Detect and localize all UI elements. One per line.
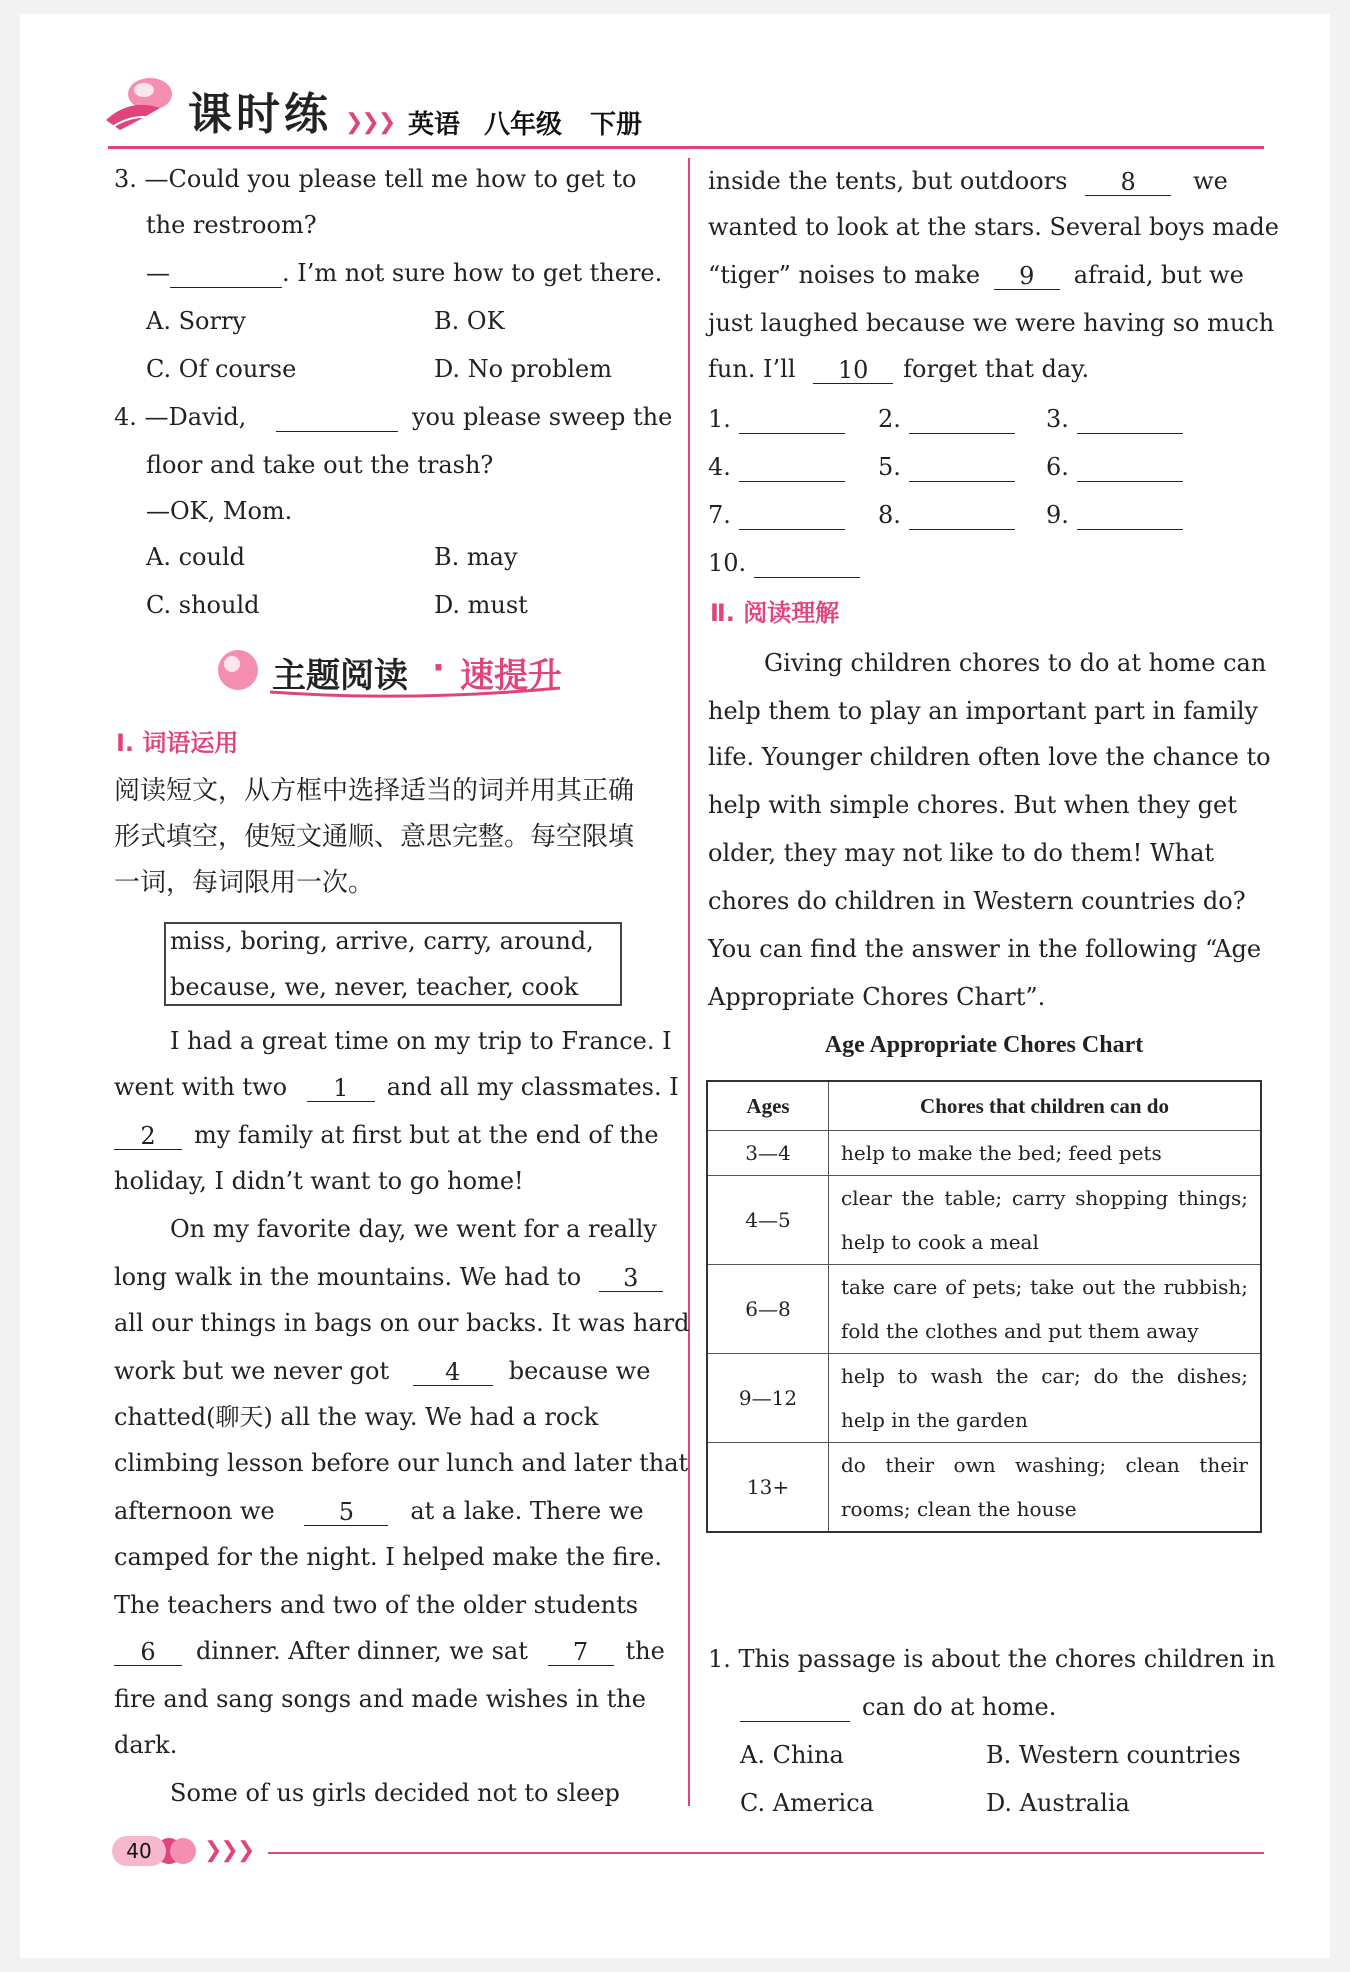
table-header-chores: Chores that children can do (829, 1081, 1262, 1131)
passage-line: wanted to look at the stars. Several boys made (708, 213, 1279, 241)
q4-line3: —OK, Mom. (146, 497, 293, 525)
passage-line: inside the tents, but outdoors 8 we (708, 167, 1228, 196)
table-row (707, 1176, 1261, 1265)
passage-line: The teachers and two of the older students (114, 1591, 639, 1619)
reading-line: older, they may not like to do them! What (708, 839, 1215, 867)
q3-option-c: C. Of course (146, 355, 297, 383)
answer-blank-5[interactable]: 5. (878, 452, 1015, 482)
passage-line: 2 my family at first but at the end of the (114, 1120, 659, 1150)
q4-option-c: C. should (146, 591, 260, 619)
q3-line1: 3. —Could you please tell me how to get to (114, 165, 637, 193)
q1-option-a: A. China (740, 1741, 844, 1769)
passage-line: 6 dinner. After dinner, we sat 7 the (114, 1636, 665, 1666)
q4-option-b: B. may (434, 543, 518, 571)
table-cell-chores: clear the table; carry shopping things; help to cook a meal (829, 1176, 1262, 1265)
banner-title: 主题阅读 (272, 656, 408, 696)
passage-line: afternoon we 5 at a lake. There we (114, 1497, 644, 1526)
q4-line1: 4. —David, you please sweep the (114, 403, 673, 431)
chores-table (706, 1080, 1262, 1533)
grade-label: 八年级 (484, 110, 563, 140)
table-cell-age: 13+ (707, 1443, 829, 1533)
page-number: 40 (112, 1836, 166, 1866)
reading-line: help with simple chores. But when they get (708, 791, 1237, 819)
footer-rule (268, 1852, 1264, 1854)
passage-line: holiday, I didn’t want to go home! (114, 1167, 524, 1195)
passage-line: just laughed because we were having so much (708, 309, 1275, 337)
passage-line: camped for the night. I helped make the fire. (114, 1543, 662, 1571)
passage-line: fire and sang songs and made wishes in the (114, 1685, 646, 1713)
passage-line: I had a great time on my trip to France. I (170, 1027, 672, 1055)
passage-line: “tiger” noises to make 9 afraid, but we (708, 261, 1244, 290)
subject-label: 英语 (408, 110, 461, 140)
table-cell-age: 6—8 (707, 1265, 829, 1354)
q1-line2: can do at home. (740, 1692, 1056, 1722)
q3-line3: — . I’m not sure how to get there. (146, 259, 663, 287)
banner-dot: · (432, 648, 445, 688)
brand-title: 课时练 (188, 89, 332, 140)
answer-blank-9[interactable]: 9. (1046, 500, 1183, 530)
q1-option-d: D. Australia (986, 1789, 1130, 1817)
table-header-row (707, 1081, 1261, 1131)
q1-line1: 1. This passage is about the chores children in (708, 1645, 1276, 1673)
answer-blank-10[interactable]: 10. (708, 548, 860, 578)
reading-line: You can find the answer in the following “Age (708, 935, 1262, 963)
arrows-icon: ❯❯❯ (345, 110, 395, 135)
q4-option-a: A. could (146, 543, 245, 571)
instruction-line3: 一词，每词限用一次。 (114, 868, 375, 898)
table-row (707, 1354, 1261, 1443)
table-cell-chores: help to wash the car; do the dishes; help in the garden (829, 1354, 1262, 1443)
answer-blank-3[interactable]: 3. (1046, 404, 1183, 434)
passage-line: dark. (114, 1731, 178, 1759)
reading-line: Appropriate Chores Chart”. (708, 983, 1046, 1011)
q1-option-b: B. Western countries (986, 1741, 1241, 1769)
q3-option-d: D. No problem (434, 355, 613, 383)
q4-option-d: D. must (434, 591, 528, 619)
table-row (707, 1443, 1261, 1533)
volume-label: 下册 (590, 110, 643, 140)
passage-line: On my favorite day, we went for a really (170, 1215, 657, 1243)
table-cell-chores: help to make the bed; feed pets (829, 1131, 1262, 1176)
passage-line: chatted(聊天) all the way. We had a rock (114, 1403, 599, 1431)
word-box-line2: because, we, never, teacher, cook (170, 973, 579, 1001)
word-box-line1: miss, boring, arrive, carry, around, (170, 927, 594, 955)
answer-blank-4[interactable]: 4. (708, 452, 845, 482)
column-divider (688, 158, 690, 1806)
q3-line2: the restroom? (146, 211, 317, 239)
answer-blank-7[interactable]: 7. (708, 500, 845, 530)
table-cell-chores: do their own washing; clean their rooms; clean the house (829, 1443, 1262, 1533)
page-bubble-icon (170, 1838, 196, 1864)
passage-line: long walk in the mountains. We had to 3 (114, 1262, 663, 1292)
answer-blank-8[interactable]: 8. (878, 500, 1015, 530)
q3-option-a: A. Sorry (146, 307, 246, 335)
section-2-title: Ⅱ. 阅读理解 (710, 599, 840, 627)
passage-line: work but we never got 4 because we (114, 1357, 651, 1386)
table-cell-age: 4—5 (707, 1176, 829, 1265)
passage-line: climbing lesson before our lunch and later that (114, 1449, 689, 1477)
passage-line: fun. I’ll 10 forget that day. (708, 355, 1090, 384)
header-rule (108, 146, 1264, 149)
arrows-icon: ❯❯❯ (204, 1838, 254, 1863)
q3-option-b: B. OK (434, 307, 505, 335)
banner-subtitle: 速提升 (460, 656, 562, 696)
answer-blank-2[interactable]: 2. (878, 404, 1015, 434)
reading-line: help them to play an important part in family (708, 697, 1259, 725)
table-cell-age: 3—4 (707, 1131, 829, 1176)
table-title: Age Appropriate Chores Chart (824, 1032, 1144, 1058)
flower-logo-icon (100, 68, 180, 138)
table-cell-chores: take care of pets; take out the rubbish; fold the clothes and put them away (829, 1265, 1262, 1354)
instruction-line2: 形式填空，使短文通顺、意思完整。每空限填 (114, 822, 635, 852)
q1-option-c: C. America (740, 1789, 874, 1817)
reading-line: chores do children in Western countries do? (708, 887, 1246, 915)
answer-blank-6[interactable]: 6. (1046, 452, 1183, 482)
reading-line: life. Younger children often love the chance to (708, 743, 1271, 771)
section-1-title: Ⅰ. 词语运用 (116, 729, 239, 757)
table-row (707, 1131, 1261, 1176)
passage-line: Some of us girls decided not to sleep (170, 1779, 620, 1807)
answer-blank-1[interactable]: 1. (708, 404, 845, 434)
passage-line: all our things in bags on our backs. It was hard (114, 1309, 690, 1337)
passage-line: went with two 1 and all my classmates. I (114, 1073, 679, 1102)
reading-line: Giving children chores to do at home can (764, 649, 1267, 677)
table-cell-age: 9—12 (707, 1354, 829, 1443)
instruction-line1: 阅读短文，从方框中选择适当的词并用其正确 (114, 776, 635, 806)
table-row (707, 1265, 1261, 1354)
table-header-ages: Ages (707, 1081, 829, 1131)
q4-line2: floor and take out the trash? (146, 451, 494, 479)
